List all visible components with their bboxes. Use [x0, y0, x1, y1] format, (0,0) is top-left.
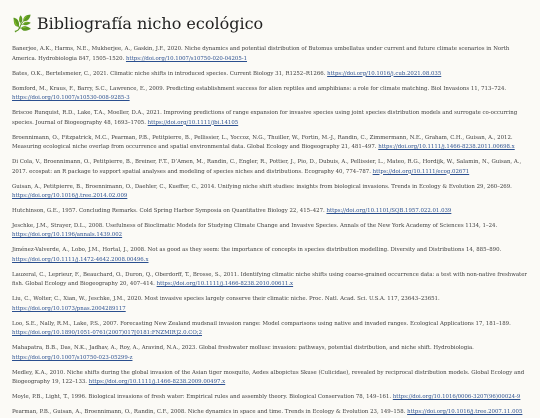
doi-link[interactable]: https://doi.org/10.1073/pnas.2004289117 [12, 305, 126, 312]
doi-link[interactable]: https://doi.org/10.1007/s10530-008-9285-3 [12, 95, 130, 102]
reference-entry [12, 271, 528, 290]
reference-entry [12, 369, 528, 388]
doi-link[interactable]: https://doi.org/10.1111/j.1472-4642.2008.00496.x [12, 256, 149, 263]
reference-text: Guisan, A., Petitpierre, B., Broennimann, O., Daehler, C., Kueffer, C., 2014. Unifying niche shift studies: insights from biological invasions. Trends in Ecology & Evolution 29, 260–269. [12, 183, 512, 190]
reference-entry [12, 45, 528, 64]
doi-link[interactable]: https://doi.org/10.1101/SQB.1957.022.01.039 [326, 207, 452, 214]
reference-entry [12, 246, 528, 265]
reference-entry [12, 70, 528, 80]
reference-text: Briscoe Runquist, R.D., Lake, T.A., Moeller, D.A., 2021. Improving predictions of range expansion for invasive species using joint species distribution models and surrogate co-occurring species. Journal of Biogeography 48, 1693–1705. [12, 110, 518, 126]
doi-link[interactable]: https://doi.org/10.1016/j.tree.2007.11.005 [407, 409, 523, 416]
reference-text: Mahapatra, B.B., Das, N.K., Jadhav, A., Roy, A., Aravind, N.A., 2023. Global freshwater mollusc invasion: pathways, potential distribution, and niche shift. Hydrobiologia. [12, 345, 474, 352]
doi-link[interactable]: https://doi.org/10.1111/jbi.14105 [147, 119, 239, 126]
reference-text: Moyle, P.B., Light, T., 1996. Biological invasions of fresh water: Empirical rules and assembly theory. Biological Conservation 78, 149–161. [12, 394, 392, 401]
reference-text: Bates, O.K., Bertelsmeier, C., 2021. Climatic niche shifts in introduced species. Current Biology 31, R1252–R1266. [12, 70, 326, 77]
reference-entry [12, 109, 528, 128]
reference-entry [12, 207, 528, 217]
reference-text: Hutchinson, G.E., 1957. Concluding Remarks. Cold Spring Harbor Symposia on Quantitative Biology 22, 415–427. [12, 207, 325, 214]
doi-link[interactable]: https://doi.org/10.1016/j.tree.2014.02.009 [12, 193, 128, 200]
reference-entry [12, 134, 528, 153]
reference-entry [12, 295, 528, 314]
doi-link[interactable]: https://doi.org/10.1016/j.cub.2021.08.035 [327, 70, 442, 77]
doi-link[interactable]: https://doi.org/10.1111/ecog.02671 [372, 168, 470, 175]
reference-text: Di Cola, V., Broennimann, O., Petitpierre, B., Breiner, F.T., D’Amen, M., Randin, C., Engler, R., Pottier, J., Pio, D., Dubuis, A., Pellissier, L., Mateo, R.G., Hordijk, W., Salamin, N., Guisan, A., 2017. ecospat: an R package to support spatial analyses and modeling of species niches and distributions. Ecography 40, 774–787. [12, 159, 522, 175]
reference-text: Liu, C., Wolter, C., Xian, W., Jeschke, J.M., 2020. Most invasive species largely conserve their climatic niche. Proc. Natl. Acad. Sci. U.S.A. 117, 23643–23651. [12, 296, 440, 303]
reference-text: Loo, S.E., Nally, R.M., Lake, P.S., 2007. Forecasting New Zealand mudsnail invasion range: Model comparisons using native and invaded ranges. Ecological Applications 17, 181–189. [12, 320, 511, 327]
leaf-icon: 🌿 [12, 13, 32, 33]
reference-text: Jiménez-Valverde, A., Lobo, J.M., Hortal, J., 2008. Not as good as they seem: the importance of concepts in species distribution modelling. Diversity and Distributions 14, 885–890. [12, 247, 502, 254]
page-title: Bibliografía nicho ecológico [36, 14, 264, 33]
doi-link[interactable]: https://doi.org/10.1111/j.1466-8238.2011.00698.x [378, 144, 515, 151]
doi-link[interactable]: https://doi.org/10.1890/1051-0761(2007)017[0181:FNZMIR]2.0.CO;2 [12, 330, 203, 337]
reference-entry [12, 344, 528, 363]
reference-entry [12, 393, 528, 403]
reference-text: Medley, K.A., 2010. Niche shifts during the global invasion of the Asian tiger mosquito, Aedes albopictus Skuse (Culicidae), revealed by reciprocal distribution models. Global Ecology and Biogeography 19, 122–133. [12, 369, 525, 386]
reference-entry [12, 183, 528, 202]
doi-link[interactable]: https://doi.org/10.1007/s10750-023-05299-z [12, 354, 133, 361]
reference-text: Jeschke, J.M., Strayer, D.L., 2008. Usefulness of Bioclimatic Models for Studying Climate Change and Invasive Species. Annals of the New York Academy of Sciences 1134, 1–24. [12, 222, 498, 229]
reference-text: Bomford, M., Kraus, F., Barry, S.C., Lawrence, E., 2009. Predicting establishment success for alien reptiles and amphibians: a role for climate matching. Biol Invasions 11, 713–724. [12, 85, 507, 92]
reference-text: Banerjee, A.K., Harms, N.E., Mukherjee, A., Gaskin, J.F., 2020. Niche dynamics and potential distribution of Butomus umbellatus under current and future climate scenarios in North America. Hydrobiologia 847, 1505–1520. [12, 46, 510, 62]
reference-entry [12, 158, 528, 177]
reference-entry [12, 222, 528, 241]
reference-list [12, 45, 528, 418]
reference-text: Broennimann, O., Fitzpatrick, M.C., Pearman, P.B., Petitpierre, B., Pellissier, L., Yoccoz, N.G., Thuiller, W., Fortin, M.-J., Randin, C., Zimmermann, N.E., Graham, C.H., Guisan, A., 2012. Measuring ecological niche overlap from occurrence and spatial environmental data. Global Ecology and Biogeography 21, 481–497. [12, 134, 513, 151]
doi-link[interactable]: https://doi.org/10.1111/j.1466-8238.2010.00611.x [156, 281, 294, 288]
doi-link[interactable]: https://doi.org/10.1111/j.1466-8238.2009.00497.x [88, 379, 226, 386]
doi-link[interactable]: https://doi.org/10.1196/annals.1439.002 [12, 232, 123, 239]
header [12, 14, 528, 33]
doi-link[interactable]: https://doi.org/10.1016/0006-3207(96)00024-9 [392, 394, 521, 401]
reference-entry [12, 408, 528, 418]
reference-text: Pearman, P.B., Guisan, A., Broennimann, O., Randin, C.F., 2008. Niche dynamics in space and time. Trends in Ecology & Evolution 23, 149–158. [12, 409, 406, 416]
doi-link[interactable]: https://doi.org/10.1007/s10750-020-04205-1 [125, 55, 248, 62]
reference-entry [12, 85, 528, 104]
reference-text: Lauzeral, C., Leprieur, F., Beauchard, O., Duron, Q., Oberdorff, T., Brosse, S., 2011. Identifying climatic niche shifts using coarse-grained occurrence data: a test with non-native freshwater fish. Global Ecology and Biogeography 20, 407–414. [12, 271, 527, 288]
reference-entry [12, 320, 528, 339]
